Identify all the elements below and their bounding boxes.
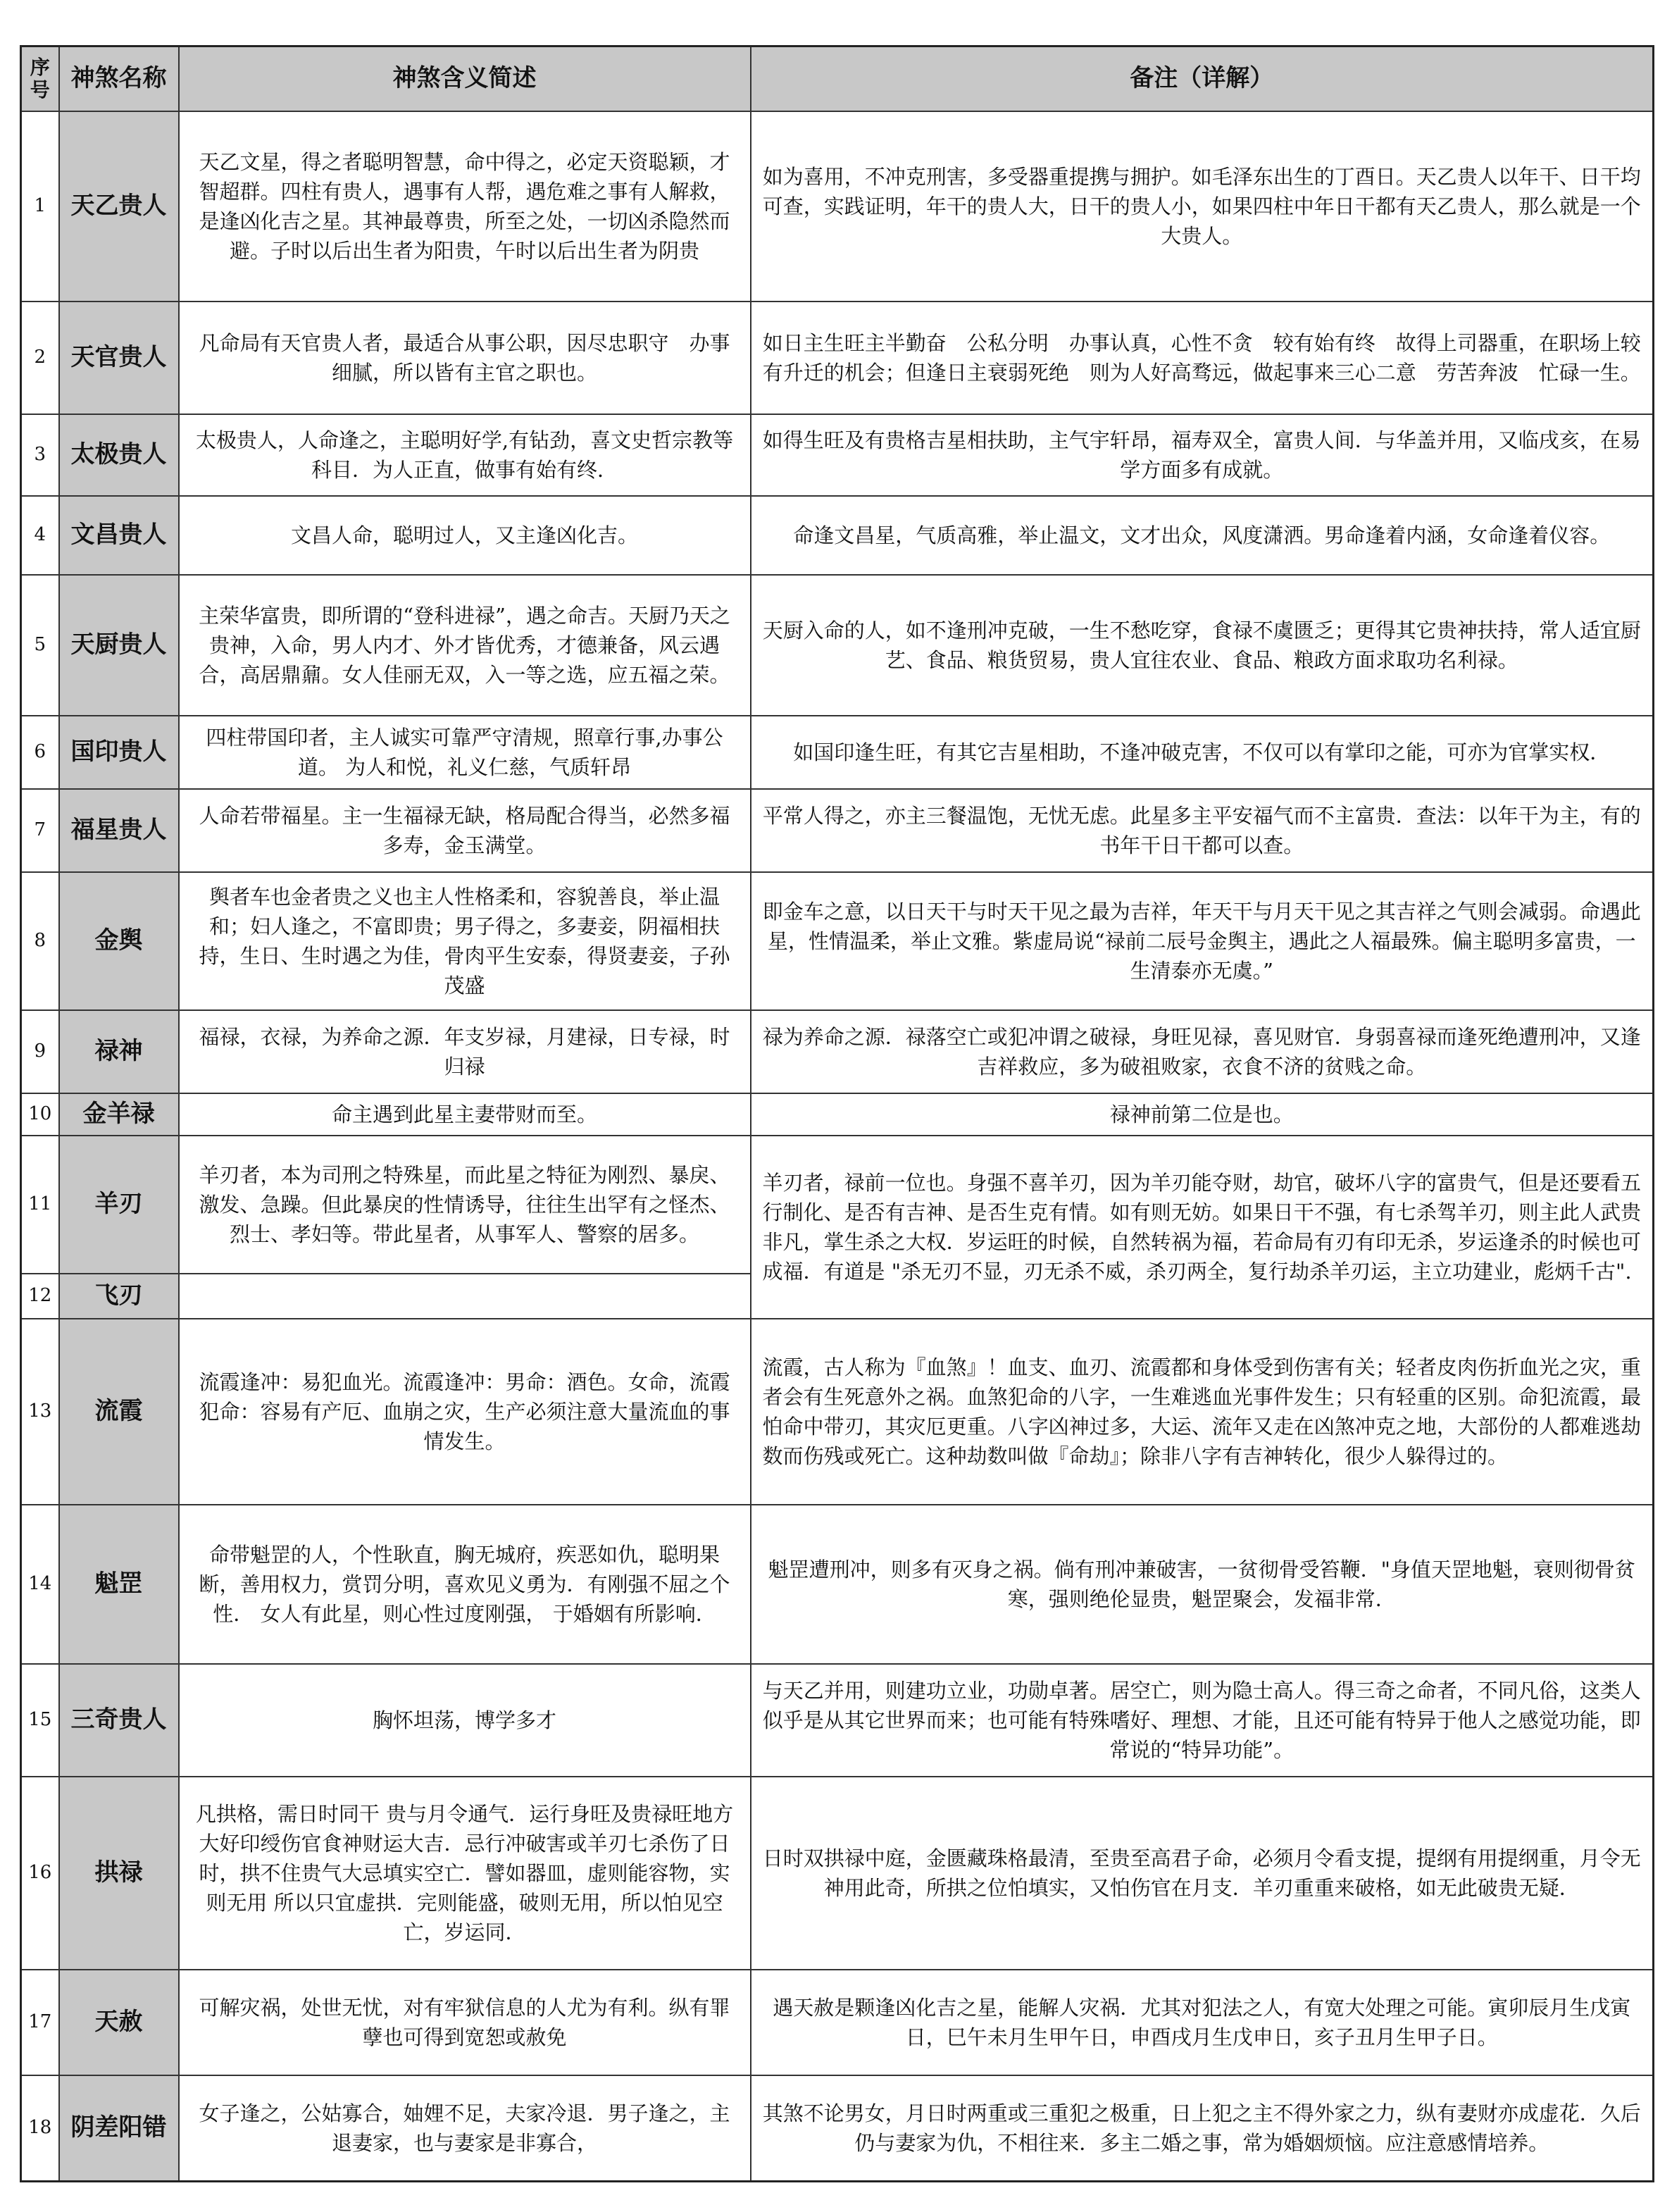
shensha-note: 流霞，古人称为『血煞』！血支、血刃、流霞都和身体受到伤害有关；轻者皮肉伤折血光之灾，重者会有生死意外之祸。血煞犯命的八字，一生难逃血光事件发生；只有轻重的区别。命犯流霞，最怕命中带刃，其灾厄更重。八字凶神过多，大运、流年又走在凶煞冲克之地，大部份的人都难逃劫数而伤残或死亡。这种劫数叫做『命劫』；除非八字有吉神转化，很少人躲得过的。 [751,1319,1654,1505]
shensha-name: 金羊禄 [59,1093,179,1136]
row-index: 14 [21,1505,59,1664]
shensha-name: 天厨贵人 [59,575,179,716]
shensha-note: 如日主生旺主半勤奋 公私分明 办事认真，心性不贪 较有始有终 故得上司器重，在职场上较有升迁的机会；但逢日主衰弱死绝 则为人好高骛远，做起事来三心二意 劳苦奔波 忙碌一生。 [751,302,1654,414]
row-index: 4 [21,496,59,575]
shensha-note: 魁罡遭刑冲，则多有灭身之祸。倘有刑冲兼破害，一贫彻骨受笞鞭．"身值天罡地魁，衰则彻骨贫寒，强则绝伦显贵，魁罡聚会，发福非常． [751,1505,1654,1664]
table-row [21,414,1654,496]
table-row [21,2075,1654,2181]
shensha-note: 羊刃者，禄前一位也。身强不喜羊刃，因为羊刃能夺财，劫官，破坏八字的富贵气，但是还要看五行制化、是否有吉神、是否生克有情。如有则无妨。如果日干不强，有七杀驾羊刃，则主此人武贵非凡，掌生杀之大权．岁运旺的时候，自然转祸为福，若命局有刃有印无杀，岁运逢杀的时候也可成福．有道是 "杀无刃不显，刃无杀不威，杀刃两全，复行劫杀羊刃运，主立功建业，彪炳千古". [751,1136,1654,1319]
row-index: 13 [21,1319,59,1505]
shensha-description: 羊刃者，本为司刑之特殊星，而此星之特征为刚烈、暴戾、激发、急躁。但此暴戾的性情诱导，往往生出罕有之怪杰、烈士、孝妇等。带此星者，从事军人、警察的居多。 [179,1136,751,1274]
shensha-name: 流霞 [59,1319,179,1505]
shensha-note: 命逢文昌星，气质高雅，举止温文，文才出众，风度潇洒。男命逢着内涵，女命逢着仪容。 [751,496,1654,575]
table-row [21,302,1654,414]
shensha-name: 福星贵人 [59,789,179,872]
shensha-name: 天赦 [59,1970,179,2075]
shensha-description: 命主遇到此星主妻带财而至。 [179,1093,751,1136]
shensha-name: 金舆 [59,872,179,1010]
header-index: 序号 [21,46,59,112]
shensha-note: 平常人得之，亦主三餐温饱，无忧无虑。此星多主平安福气而不主富贵．查法：以年干为主，有的书年干日干都可以查。 [751,789,1654,872]
shensha-note: 日时双拱禄中庭，金匮藏珠格最清，至贵至高君子命，必须月令看支提，提纲有用提纲重，月令无神用此奇，所拱之位怕填实，又怕伤官在月支．羊刃重重来破格，如无此破贵无疑． [751,1777,1654,1970]
row-index: 18 [21,2075,59,2181]
shensha-name: 太极贵人 [59,414,179,496]
header-name: 神煞名称 [59,46,179,112]
shensha-description: 命带魁罡的人，个性耿直，胸无城府，疾恶如仇，聪明果断，善用权力，赏罚分明，喜欢见义勇为．有刚强不屈之个性． 女人有此星，则心性过度刚强， 于婚姻有所影响． [179,1505,751,1664]
row-index: 15 [21,1664,59,1777]
table-row [21,496,1654,575]
shensha-name: 国印贵人 [59,716,179,789]
table-row [21,1970,1654,2075]
shensha-table [20,45,1654,2182]
row-index: 16 [21,1777,59,1970]
table-row [21,111,1654,302]
shensha-note: 其煞不论男女，月日时两重或三重犯之极重，日上犯之主不得外家之力，纵有妻财亦成虚花．久后仍与妻家为仇，不相往来．多主二婚之事，常为婚姻烦恼。应注意感情培养。 [751,2075,1654,2181]
shensha-note: 遇天赦是颗逢凶化吉之星，能解人灾祸．尤其对犯法之人，有宽大处理之可能。寅卯辰月生戊寅日，巳午未月生甲午日，申酉戌月生戊申日，亥子丑月生甲子日。 [751,1970,1654,2075]
row-index: 5 [21,575,59,716]
row-index: 1 [21,111,59,302]
shensha-name: 三奇贵人 [59,1664,179,1777]
shensha-description: 主荣华富贵，即所谓的“登科进禄”，遇之命吉。天厨乃天之贵神，入命，男人内才、外才皆优秀，才德兼备，风云遇合，高居鼎鼐。女人佳丽无双，入一等之选，应五福之荣。 [179,575,751,716]
row-index: 11 [21,1136,59,1274]
shensha-name: 拱禄 [59,1777,179,1970]
table-row [21,1093,1654,1136]
shensha-description: 文昌人命，聪明过人，又主逢凶化吉。 [179,496,751,575]
table-row [21,1136,1654,1274]
shensha-name: 羊刃 [59,1136,179,1274]
shensha-name: 天官贵人 [59,302,179,414]
shensha-description: 凡命局有天官贵人者，最适合从事公职，因尽忠职守 办事细腻，所以皆有主官之职也。 [179,302,751,414]
header-desc: 神煞含义简述 [179,46,751,112]
shensha-description: 四柱带国印者，主人诚实可靠严守清规，照章行事,办事公道。 为人和悦，礼义仁慈，气质轩昂 [179,716,751,789]
row-index: 17 [21,1970,59,2075]
shensha-note: 与天乙并用，则建功立业，功勋卓著。居空亡，则为隐士高人。得三奇之命者，不同凡俗，这类人似乎是从其它世界而来；也可能有特殊嗜好、理想、才能，且还可能有特异于他人之感觉功能，即常说的“特异功能”。 [751,1664,1654,1777]
shensha-name: 禄神 [59,1010,179,1093]
shensha-name: 文昌贵人 [59,496,179,575]
table-row [21,716,1654,789]
shensha-description: 女子逢之，公姑寡合，妯娌不足，夫家冷退．男子逢之，主退妻家，也与妻家是非寡合， [179,2075,751,2181]
shensha-description: 舆者车也金者贵之义也主人性格柔和，容貌善良，举止温和；妇人逢之，不富即贵；男子得之，多妻妾，阴福相扶持，生日、生时遇之为佳，骨肉平生安泰，得贤妻妾，子孙茂盛 [179,872,751,1010]
table-row [21,1010,1654,1093]
shensha-description: 凡拱格，需日时同干 贵与月令通气．运行身旺及贵禄旺地方大好印绶伤官食神财运大吉．忌行冲破害或羊刃七杀伤了日时，拱不住贵气大忌填实空亡．譬如器皿，虚则能容物，实则无用 所以只宜虚拱．完则能盛，破则无用，所以怕见空亡，岁运同． [179,1777,751,1970]
shensha-name: 飞刃 [59,1274,179,1319]
shensha-name: 魁罡 [59,1505,179,1664]
row-index: 2 [21,302,59,414]
header-row [21,46,1654,112]
shensha-note: 天厨入命的人，如不逢刑冲克破，一生不愁吃穿，食禄不虞匮乏；更得其它贵神扶持，常人适宜厨艺、食品、粮货贸易，贵人宜往农业、食品、粮政方面求取功名利禄。 [751,575,1654,716]
row-index: 7 [21,789,59,872]
shensha-name: 阴差阳错 [59,2075,179,2181]
shensha-note: 如得生旺及有贵格吉星相扶助，主气宇轩昂，福寿双全，富贵人间．与华盖并用，又临戌亥，在易学方面多有成就。 [751,414,1654,496]
shensha-note: 即金车之意，以日天干与时天干见之最为吉祥，年天干与月天干见之其吉祥之气则会减弱。命遇此星，性情温柔，举止文雅。紫虚局说“禄前二辰号金舆主，遇此之人福最殊。偏主聪明多富贵，一生清泰亦无虞。” [751,872,1654,1010]
shensha-description: 太极贵人，人命逢之，主聪明好学,有钻劲，喜文史哲宗教等科目．为人正直，做事有始有终． [179,414,751,496]
table-row [21,1664,1654,1777]
table-row [21,1777,1654,1970]
table-row [21,1505,1654,1664]
shensha-note: 如为喜用，不冲克刑害，多受器重提携与拥护。如毛泽东出生的丁酉日。天乙贵人以年干、日干均可查，实践证明，年干的贵人大，日干的贵人小，如果四柱中年日干都有天乙贵人，那么就是一个大贵人。 [751,111,1654,302]
shensha-description: 天乙文星，得之者聪明智慧，命中得之，必定天资聪颖，才智超群。四柱有贵人，遇事有人帮，遇危难之事有人解救，是逢凶化吉之星。其神最尊贵，所至之处，一切凶杀隐然而避。子时以后出生者为阳贵，午时以后出生者为阴贵 [179,111,751,302]
shensha-note: 如国印逢生旺，有其它吉星相助，不逢冲破克害，不仅可以有掌印之能，可亦为官掌实权． [751,716,1654,789]
table-row [21,789,1654,872]
table-row [21,575,1654,716]
header-note: 备注（详解） [751,46,1654,112]
table-row [21,1319,1654,1505]
row-index: 10 [21,1093,59,1136]
row-index: 8 [21,872,59,1010]
row-index: 9 [21,1010,59,1093]
shensha-description: 可解灾祸，处世无忧，对有牢狱信息的人尤为有利。纵有罪孽也可得到宽恕或赦免 [179,1970,751,2075]
shensha-description: 流霞逢冲：易犯血光。流霞逢冲：男命：酒色。女命，流霞犯命：容易有产厄、血崩之灾，生产必须注意大量流血的事情发生。 [179,1319,751,1505]
row-index: 6 [21,716,59,789]
shensha-note: 禄神前第二位是也。 [751,1093,1654,1136]
row-index: 3 [21,414,59,496]
shensha-description: 人命若带福星。主一生福禄无缺，格局配合得当，必然多福多寿，金玉满堂。 [179,789,751,872]
shensha-note: 禄为养命之源．禄落空亡或犯冲谓之破禄，身旺见禄，喜见财官．身弱喜禄而逢死绝遭刑冲，又逢吉祥救应，多为破祖败家，衣食不济的贫贱之命。 [751,1010,1654,1093]
shensha-description: 胸怀坦荡，博学多才 [179,1664,751,1777]
shensha-name: 天乙贵人 [59,111,179,302]
row-index: 12 [21,1274,59,1319]
shensha-description: 福禄，衣禄，为养命之源．年支岁禄，月建禄，日专禄，时归禄 [179,1010,751,1093]
table-row [21,872,1654,1010]
shensha-description [179,1274,751,1319]
